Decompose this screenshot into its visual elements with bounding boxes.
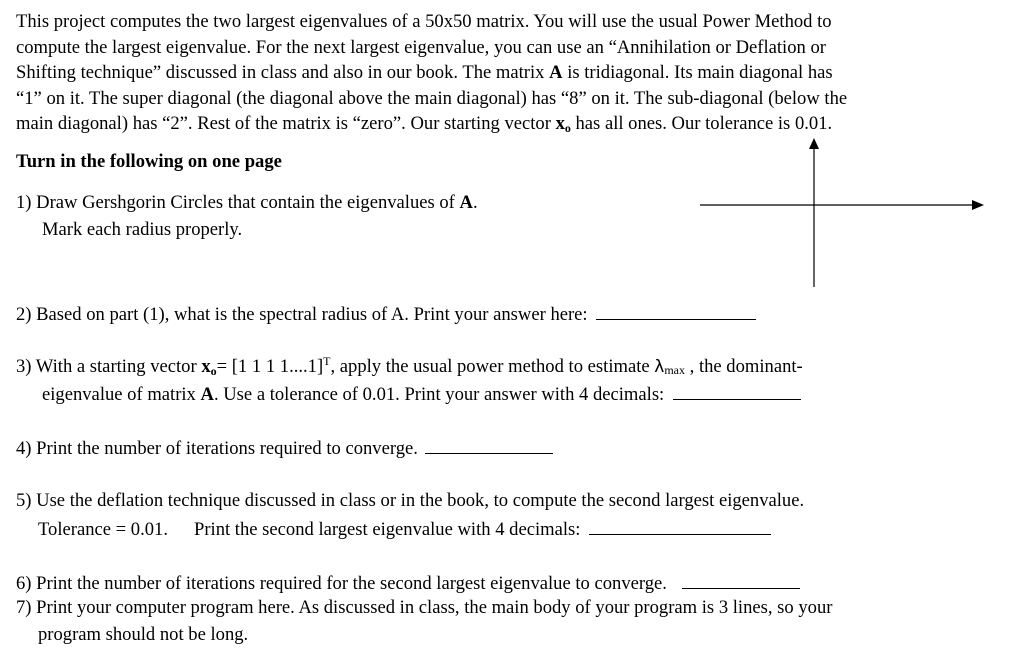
- intro-line-3: [16, 60, 1016, 86]
- vector-x-subscript: o: [210, 364, 217, 378]
- intro-line-5-rest: has all ones. Our tolerance is 0.01.: [570, 113, 833, 134]
- question-3-line-1: [16, 354, 803, 379]
- gershgorin-axes-diagram: [690, 132, 990, 292]
- y-axis-arrowhead: [809, 138, 819, 149]
- transpose-superscript: T: [323, 354, 331, 368]
- question-1-line-1: [16, 192, 478, 214]
- question-7-line-2: program should not be long.: [38, 624, 249, 645]
- question-6-text: 6) Print the number of iterations required for the second largest eigenvalue to converge.: [16, 573, 667, 594]
- question-2-text: 2) Based on part (1), what is the spectral radius of A. Print your answer here:: [16, 304, 588, 325]
- answer-blank-dominant-eigenvalue[interactable]: [673, 381, 801, 400]
- question-3-text: 3) With a starting vector: [16, 356, 202, 377]
- intro-line-3-rest: is tridiagonal. Its main diagonal has: [562, 62, 833, 83]
- question-3-text-cont: , apply the usual power method to estimate: [330, 356, 655, 377]
- intro-line-4: “1” on it. The super diagonal (the diagonal above the main diagonal) has “8” on it. The sub-diagonal (below the: [16, 87, 848, 109]
- section-heading: Turn in the following on one page: [16, 151, 282, 172]
- matrix-a-symbol: A: [549, 62, 563, 83]
- intro-paragraph: [16, 9, 1016, 142]
- question-1-period: .: [472, 192, 478, 213]
- lambda-max-subscript: max: [664, 363, 685, 377]
- matrix-a-symbol: A: [200, 384, 214, 405]
- answer-blank-iterations[interactable]: [425, 435, 553, 454]
- vector-x-symbol: x: [555, 113, 565, 134]
- intro-line-3-text: Shifting technique” discussed in class and also in our book. The matrix: [16, 62, 550, 83]
- answer-blank-spectral-radius[interactable]: [596, 301, 756, 320]
- question-5-text: Print the second largest eigenvalue with 4 decimals:: [194, 519, 581, 540]
- question-3-line-2: [42, 381, 801, 406]
- question-2: [16, 301, 756, 326]
- starting-vector: = [1 1 1 1....1]: [216, 356, 324, 377]
- x-axis-arrowhead: [972, 200, 984, 210]
- question-5-line-2: [38, 516, 771, 541]
- lambda-symbol: λ: [654, 357, 665, 377]
- intro-line-1: This project computes the two largest eigenvalues of a 50x50 matrix. You will use the usual Power Method to: [16, 11, 832, 32]
- question-4: [16, 435, 553, 460]
- matrix-a-symbol: A: [459, 192, 473, 213]
- intro-line-2: compute the largest eigenvalue. For the next largest eigenvalue, you can use an “Annihilation or Deflation or: [16, 36, 826, 58]
- vector-x-symbol: x: [201, 356, 211, 377]
- question-7-line-1: 7) Print your computer program here. As discussed in class, the main body of your program is 3 lines, so your: [16, 597, 833, 618]
- question-3-line-2-rest: . Use a tolerance of 0.01. Print your answer with 4 decimals:: [213, 384, 665, 405]
- question-5-line-1: 5) Use the deflation technique discussed in class or in the book, to compute the second largest eigenvalue.: [16, 490, 805, 511]
- question-3-line-2-text: eigenvalue of matrix: [42, 384, 201, 405]
- answer-blank-second-eigenvalue[interactable]: [589, 516, 771, 535]
- tolerance-text: Tolerance = 0.01.: [38, 519, 168, 540]
- question-1-text: 1) Draw Gershgorin Circles that contain the eigenvalues of: [16, 192, 460, 213]
- answer-blank-second-iterations[interactable]: [682, 570, 800, 589]
- vector-x-subscript: o: [564, 121, 571, 135]
- question-4-text: 4) Print the number of iterations required to converge.: [16, 438, 418, 459]
- question-6: [16, 570, 800, 595]
- intro-line-5-text: main diagonal) has “2”. Rest of the matrix is “zero”. Our starting vector: [16, 113, 556, 134]
- question-3-text-end: , the dominant-: [685, 356, 803, 377]
- question-1-line-2: Mark each radius properly.: [42, 219, 243, 240]
